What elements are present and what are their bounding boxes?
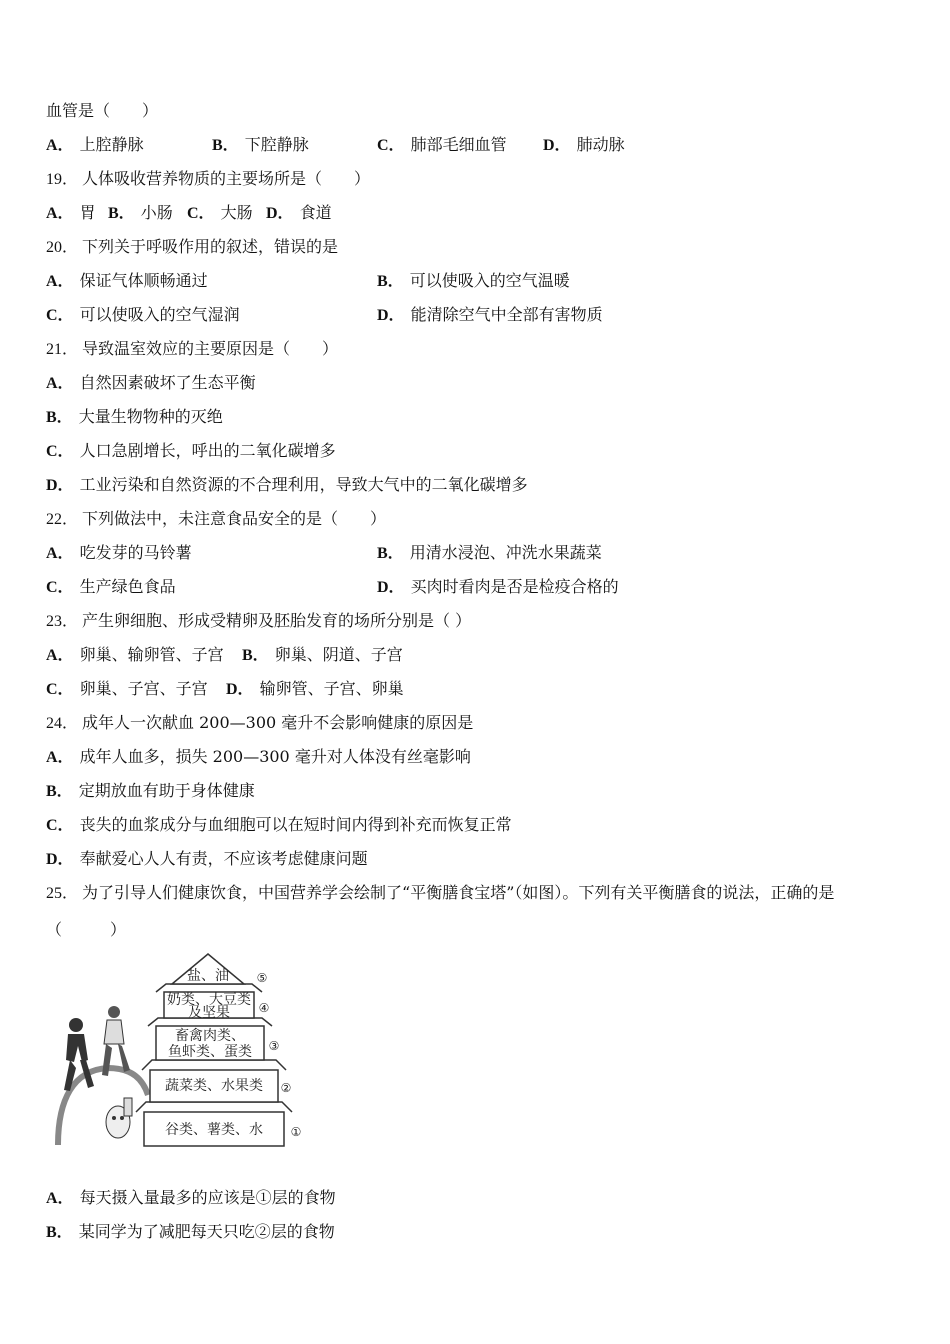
q21-option-c: C． 人口急剧增长，呼出的二氧化碳增多 bbox=[46, 441, 336, 460]
q19-stem: 19． 人体吸收营养物质的主要场所是（ ） bbox=[46, 169, 371, 188]
q22-option-d: D． 买肉时看肉是否是检疫合格的 bbox=[377, 577, 619, 596]
q20-option-b: B． 可以使吸入的空气温暖 bbox=[377, 271, 570, 290]
q24-option-c: C． 丧失的血浆成分与血细胞可以在短时间内得到补充而恢复正常 bbox=[46, 815, 512, 834]
q21-option-d: D． 工业污染和自然资源的不合理利用，导致大气中的二氧化碳增多 bbox=[46, 475, 528, 494]
q18-option-d: D． 肺动脉 bbox=[543, 135, 625, 154]
q18-option-b: B． 下腔静脉 bbox=[212, 135, 309, 154]
q24-option-d: D． 奉献爱心人人有责，不应该考虑健康问题 bbox=[46, 849, 368, 868]
pagoda-layer-1 bbox=[144, 1112, 301, 1146]
q21-stem: 21． 导致温室效应的主要原因是（ ） bbox=[46, 339, 339, 358]
q22-option-b: B． 用清水浸泡、冲洗水果蔬菜 bbox=[377, 543, 602, 562]
pagoda-layer-1-label: 谷类、薯类、水 bbox=[165, 1122, 263, 1138]
q25-option-b: B． 某同学为了减肥每天只吃②层的食物 bbox=[46, 1222, 335, 1241]
q22-option-c: C． 生产绿色食品 bbox=[46, 577, 176, 596]
q25-option-a: A． 每天摄入量最多的应该是①层的食物 bbox=[46, 1188, 336, 1207]
q19-option-c: C． 大肠 bbox=[187, 203, 253, 222]
q20-option-c: C． 可以使吸入的空气湿润 bbox=[46, 305, 240, 324]
pagoda-layer-2-label: 蔬菜类、水果类 bbox=[165, 1078, 263, 1094]
q23-option-a: A． 卵巢、输卵管、子宫 bbox=[46, 645, 224, 664]
pagoda-layer-5 bbox=[172, 954, 267, 985]
pagoda-layer-5-label: 盐、油 bbox=[187, 968, 229, 984]
q18-stem-end: 血管是（ ） bbox=[46, 101, 159, 120]
q20-stem: 20． 下列关于呼吸作用的叙述，错误的是 bbox=[46, 237, 339, 256]
q22-option-a: A． 吃发芽的马铃薯 bbox=[46, 543, 192, 562]
q25-answer-parens: （ ） bbox=[46, 920, 127, 939]
q21-option-a: A． 自然因素破坏了生态平衡 bbox=[46, 373, 256, 392]
q19-option-a: A． 胃 bbox=[46, 203, 96, 222]
pagoda-layer-3-number: ③ bbox=[268, 1039, 280, 1053]
q20-option-a: A． 保证气体顺畅通过 bbox=[46, 271, 208, 290]
q19-option-d: D． 食道 bbox=[266, 203, 332, 222]
pagoda-layer-1-number: ① bbox=[290, 1125, 302, 1139]
q24-option-b: B． 定期放血有助于身体健康 bbox=[46, 781, 255, 800]
q18-option-a: A． 上腔静脉 bbox=[46, 135, 144, 154]
q23-option-b: B． 卵巢、阴道、子宫 bbox=[242, 645, 403, 664]
q21-option-b: B． 大量生物物种的灭绝 bbox=[46, 407, 223, 426]
pagoda-layer-4-label: 奶类、大豆类 bbox=[167, 992, 251, 1008]
q24-stem: 24． 成年人一次献血 200—300 毫升不会影响健康的原因是 bbox=[46, 713, 474, 732]
pagoda-layer-5-number: ⑤ bbox=[256, 971, 268, 985]
mascot-icon bbox=[106, 1098, 132, 1138]
pagoda-layer-2 bbox=[150, 1070, 291, 1102]
q23-option-c: C． 卵巢、子宫、子宫 bbox=[46, 679, 208, 698]
q18-option-c: C． 肺部毛细血管 bbox=[377, 135, 507, 154]
pagoda-layer-3-label: 畜禽肉类、 bbox=[175, 1028, 245, 1044]
balanced-diet-pagoda-figure bbox=[48, 950, 310, 1152]
q20-option-d: D． 能清除空气中全部有害物质 bbox=[377, 305, 603, 324]
pagoda-layer-4-number: ④ bbox=[258, 1001, 270, 1015]
q23-stem: 23． 产生卵细胞、形成受精卵及胚胎发育的场所分别是（ ） bbox=[46, 611, 472, 630]
q19-option-b: B． 小肠 bbox=[108, 203, 173, 222]
pagoda-layer-3-label-2: 鱼虾类、蛋类 bbox=[168, 1044, 252, 1060]
pagoda-layer-3 bbox=[156, 1026, 279, 1060]
q22-stem: 22． 下列做法中，未注意食品安全的是（ ） bbox=[46, 509, 387, 528]
q23-option-d: D． 输卵管、子宫、卵巢 bbox=[226, 679, 404, 698]
pagoda-layer-4 bbox=[164, 991, 269, 1021]
pagoda-layer-4-label-2: 及坚果 bbox=[188, 1005, 230, 1021]
q25-stem: 25． 为了引导人们健康饮食，中国营养学会绘制了“平衡膳食宝塔”（如图）。下列有关平衡膳食的说法，正确的是 bbox=[46, 883, 835, 902]
q24-option-a: A． 成年人血多，损失 200—300 毫升对人体没有丝毫影响 bbox=[46, 747, 471, 766]
pagoda-layer-2-number: ② bbox=[280, 1081, 292, 1095]
